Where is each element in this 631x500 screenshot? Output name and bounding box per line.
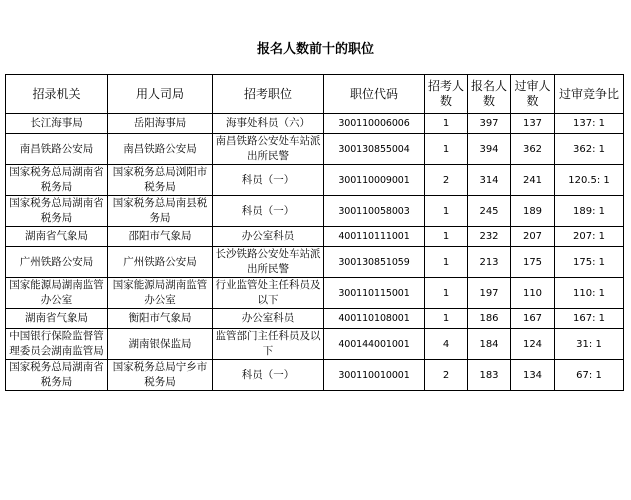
table-header-row bbox=[6, 75, 624, 114]
table-row bbox=[6, 360, 624, 391]
cell-ratio: 167: 1 bbox=[555, 309, 624, 329]
cell-position: 科员（一） bbox=[213, 360, 324, 391]
cell-applicants: 394 bbox=[468, 134, 511, 165]
cell-passed: 241 bbox=[511, 165, 555, 196]
cell-ratio: 189: 1 bbox=[555, 196, 624, 227]
cell-code: 400144001001 bbox=[324, 329, 425, 360]
cell-ratio: 207: 1 bbox=[555, 227, 624, 247]
cell-department: 邵阳市气象局 bbox=[108, 227, 213, 247]
cell-hire: 1 bbox=[425, 227, 468, 247]
cell-applicants: 245 bbox=[468, 196, 511, 227]
cell-code: 400110111001 bbox=[324, 227, 425, 247]
header-agency: 招录机关 bbox=[6, 75, 108, 114]
cell-hire: 4 bbox=[425, 329, 468, 360]
cell-agency: 国家税务总局湖南省税务局 bbox=[6, 196, 108, 227]
cell-applicants: 232 bbox=[468, 227, 511, 247]
header-position: 招考职位 bbox=[213, 75, 324, 114]
cell-hire: 1 bbox=[425, 196, 468, 227]
cell-hire: 1 bbox=[425, 114, 468, 134]
cell-department: 国家税务总局南县税务局 bbox=[108, 196, 213, 227]
cell-applicants: 314 bbox=[468, 165, 511, 196]
table-row bbox=[6, 227, 624, 247]
cell-hire: 1 bbox=[425, 134, 468, 165]
page-title: 报名人数前十的职位 bbox=[256, 42, 374, 57]
cell-applicants: 183 bbox=[468, 360, 511, 391]
cell-position: 科员（一） bbox=[213, 196, 324, 227]
cell-department: 南昌铁路公安局 bbox=[108, 134, 213, 165]
cell-passed: 124 bbox=[511, 329, 555, 360]
cell-agency: 国家能源局湖南监管办公室 bbox=[6, 278, 108, 309]
cell-position: 海事处科员（六） bbox=[213, 114, 324, 134]
cell-position: 长沙铁路公安处车站派出所民警 bbox=[213, 247, 324, 278]
cell-hire: 2 bbox=[425, 165, 468, 196]
table-row bbox=[6, 309, 624, 329]
cell-passed: 134 bbox=[511, 360, 555, 391]
cell-code: 300110006006 bbox=[324, 114, 425, 134]
cell-code: 400110108001 bbox=[324, 309, 425, 329]
header-applicants: 报名人数 bbox=[468, 75, 511, 114]
cell-ratio: 137: 1 bbox=[555, 114, 624, 134]
top-ten-positions-table bbox=[5, 74, 624, 391]
cell-applicants: 186 bbox=[468, 309, 511, 329]
cell-code: 300110058003 bbox=[324, 196, 425, 227]
table-row bbox=[6, 196, 624, 227]
cell-ratio: 67: 1 bbox=[555, 360, 624, 391]
cell-position: 科员（一） bbox=[213, 165, 324, 196]
header-department: 用人司局 bbox=[108, 75, 213, 114]
cell-passed: 362 bbox=[511, 134, 555, 165]
cell-passed: 137 bbox=[511, 114, 555, 134]
cell-hire: 1 bbox=[425, 309, 468, 329]
table-row bbox=[6, 278, 624, 309]
cell-hire: 2 bbox=[425, 360, 468, 391]
cell-ratio: 120.5: 1 bbox=[555, 165, 624, 196]
cell-passed: 207 bbox=[511, 227, 555, 247]
cell-code: 300110009001 bbox=[324, 165, 425, 196]
cell-applicants: 213 bbox=[468, 247, 511, 278]
cell-department: 湖南银保监局 bbox=[108, 329, 213, 360]
cell-position: 南昌铁路公安处车站派出所民警 bbox=[213, 134, 324, 165]
cell-applicants: 184 bbox=[468, 329, 511, 360]
cell-ratio: 362: 1 bbox=[555, 134, 624, 165]
table-row bbox=[6, 247, 624, 278]
cell-agency: 中国银行保险监督管理委员会湖南监管局 bbox=[6, 329, 108, 360]
cell-department: 衡阳市气象局 bbox=[108, 309, 213, 329]
cell-department: 岳阳海事局 bbox=[108, 114, 213, 134]
cell-agency: 国家税务总局湖南省税务局 bbox=[6, 360, 108, 391]
header-passed: 过审人数 bbox=[511, 75, 555, 114]
cell-ratio: 31: 1 bbox=[555, 329, 624, 360]
cell-code: 300130855004 bbox=[324, 134, 425, 165]
header-code: 职位代码 bbox=[324, 75, 425, 114]
cell-ratio: 110: 1 bbox=[555, 278, 624, 309]
cell-position: 办公室科员 bbox=[213, 227, 324, 247]
cell-ratio: 175: 1 bbox=[555, 247, 624, 278]
header-hire: 招考人数 bbox=[425, 75, 468, 114]
table-row bbox=[6, 134, 624, 165]
cell-agency: 湖南省气象局 bbox=[6, 227, 108, 247]
cell-agency: 长江海事局 bbox=[6, 114, 108, 134]
cell-position: 行业监管处主任科员及以下 bbox=[213, 278, 324, 309]
cell-applicants: 397 bbox=[468, 114, 511, 134]
table-row bbox=[6, 165, 624, 196]
cell-code: 300110010001 bbox=[324, 360, 425, 391]
cell-code: 300130851059 bbox=[324, 247, 425, 278]
cell-passed: 189 bbox=[511, 196, 555, 227]
cell-code: 300110115001 bbox=[324, 278, 425, 309]
cell-hire: 1 bbox=[425, 247, 468, 278]
cell-hire: 1 bbox=[425, 278, 468, 309]
cell-department: 广州铁路公安局 bbox=[108, 247, 213, 278]
table-row bbox=[6, 114, 624, 134]
cell-agency: 南昌铁路公安局 bbox=[6, 134, 108, 165]
table-row bbox=[6, 329, 624, 360]
cell-agency: 国家税务总局湖南省税务局 bbox=[6, 165, 108, 196]
cell-agency: 湖南省气象局 bbox=[6, 309, 108, 329]
cell-passed: 167 bbox=[511, 309, 555, 329]
cell-passed: 110 bbox=[511, 278, 555, 309]
cell-department: 国家能源局湖南监管办公室 bbox=[108, 278, 213, 309]
cell-position: 监管部门主任科员及以下 bbox=[213, 329, 324, 360]
cell-applicants: 197 bbox=[468, 278, 511, 309]
cell-agency: 广州铁路公安局 bbox=[6, 247, 108, 278]
cell-department: 国家税务总局浏阳市税务局 bbox=[108, 165, 213, 196]
header-ratio: 过审竞争比 bbox=[555, 75, 624, 114]
cell-passed: 175 bbox=[511, 247, 555, 278]
cell-position: 办公室科员 bbox=[213, 309, 324, 329]
cell-department: 国家税务总局宁乡市税务局 bbox=[108, 360, 213, 391]
